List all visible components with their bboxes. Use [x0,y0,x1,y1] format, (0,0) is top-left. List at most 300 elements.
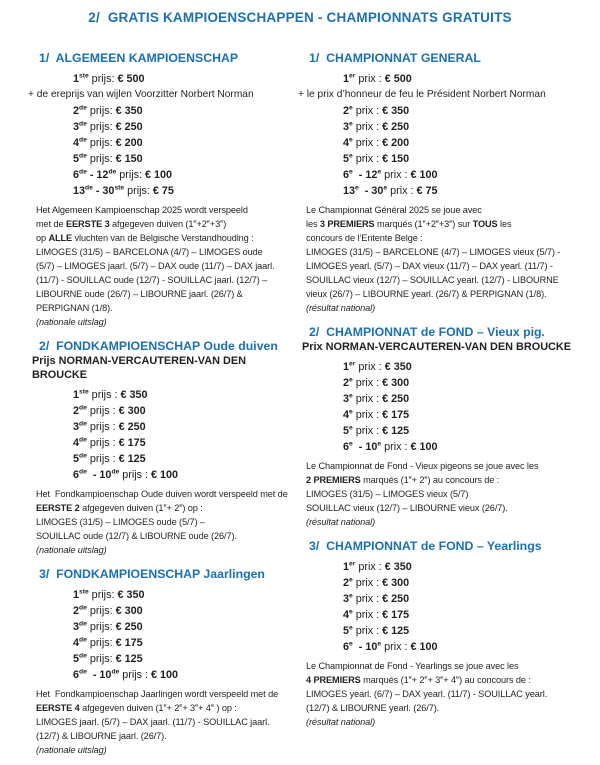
emphasis-text: EERSTE 3 [65,219,110,229]
emphasis-text: € 300 [115,605,143,617]
prize-line [73,167,302,183]
emphasis-text: e [377,440,382,448]
emphasis-text: de [79,436,87,444]
text-run: prijs : [119,469,152,481]
emphasis-text: de [79,668,87,676]
text-run: Het Algemeen Kampioenschap 2025 wordt verspeeld [36,205,248,215]
emphasis-text: € 100 [410,169,438,181]
text-run: e [179,702,183,709]
italic-note-text: (nationale uitslag) [36,745,107,755]
emphasis-text: 2 [73,605,80,617]
emphasis-text: € 175 [382,409,410,421]
emphasis-text: e [377,168,382,176]
text-run: prijs: [86,637,116,649]
emphasis-text: - 10 [352,441,378,453]
honour-prize-note [28,87,302,103]
text-run: e [193,218,197,225]
text-run: prix : [352,577,383,589]
emphasis-text: EERSTE 2 [36,503,80,513]
text-run: vieux (26/7) – LIBOURNE yearl. (26/7) & PERPIGNAN (1/8). [306,289,547,299]
emphasis-text: 5 [343,153,350,165]
emphasis-text: € 250 [382,393,410,405]
emphasis-text: e [349,440,353,448]
text-run: PERPIGNAN (1/8). [36,303,113,313]
emphasis-text: € 125 [115,653,143,665]
text-run: prix : [355,361,385,373]
text-run: prix : [355,561,385,573]
text-run: e [456,674,460,681]
text-run: SOUILLAC oude (12/7) & LIBOURNE oude (26/7). [36,531,237,541]
prize-line [73,403,302,419]
emphasis-text: 4 [343,409,350,421]
emphasis-text: 4 [343,609,350,621]
prize-line [343,559,580,575]
text-run: LIMOGES yearl. (5/7) – DAX vieux (11/7) – DAX yearl. (11/7) - [306,261,553,271]
section-heading: 1/ CHAMPIONNAT GENERAL [309,51,481,65]
honour-prize-note [298,87,580,103]
emphasis-text: - 30 [92,185,115,197]
text-run: prijs: [88,73,118,85]
prize-line [343,71,580,87]
prize-line [343,151,580,167]
prize-line [343,607,580,623]
prize-line [73,103,302,119]
prize-line [73,451,302,467]
emphasis-text: € 150 [115,153,143,165]
section-rules-paragraph [36,203,302,329]
emphasis-text: 5 [73,653,80,665]
emphasis-text: e [349,408,353,416]
text-run: afgegeven duiven (1 [79,503,164,513]
emphasis-text: 5 [343,425,350,437]
section-heading: 2/ FONDKAMPIOENSCHAP Oude duiven [39,339,278,353]
emphasis-text: 6 [343,169,350,181]
emphasis-text: € 125 [382,425,410,437]
section-french-3 [302,539,580,729]
emphasis-text: - 10 [86,669,112,681]
prize-line [343,359,580,375]
prize-line [343,575,580,591]
emphasis-text: € 250 [382,593,410,605]
emphasis-text: e [349,592,353,600]
text-run: prix : [352,625,383,637]
prize-list [302,559,580,655]
emphasis-text: € 350 [120,389,148,401]
emphasis-text: - 10 [352,641,378,653]
text-run: prix : [387,185,417,197]
emphasis-text: 3 [73,421,80,433]
text-run: ) op : [182,503,203,513]
text-run: + 3 [427,675,441,685]
emphasis-text: € 300 [382,577,410,589]
emphasis-text: de [79,452,87,460]
emphasis-text: - 30 [358,185,384,197]
document-page [0,9,600,757]
emphasis-text: 13 [73,185,86,197]
text-run: prix : [352,137,383,149]
text-run: prix : [352,609,383,621]
text-run: LIMOGES (31/5) – BARCELONE (4/7) – LIMOGES vieux (5/7) - [306,247,561,257]
text-run: prix : [352,121,383,133]
text-run: prijs: [124,185,153,197]
text-run: LIBOURNE oude (26/7) – LIBOURNE jaarl. (26/7) & [36,289,243,299]
text-run: +3 [438,219,450,229]
emphasis-text: € 300 [118,405,146,417]
emphasis-text: e [377,640,382,648]
prize-line [73,151,302,167]
text-run: (12/7) & LIBOURNE jaarl. (26/7). [36,731,167,741]
emphasis-text: e [355,184,359,192]
section-dutch-2 [32,339,302,557]
text-run: les [497,219,512,229]
emphasis-text: € 200 [115,137,143,149]
emphasis-text: € 150 [382,153,410,165]
emphasis-text: de [111,668,120,676]
emphasis-text: de [79,620,87,628]
emphasis-text: - 12 [352,169,378,181]
prize-line [73,635,302,651]
emphasis-text: de [79,636,87,644]
emphasis-text: € 350 [115,105,143,117]
text-run: prijs : [88,389,121,401]
text-run: prix : [352,425,383,437]
emphasis-text: de [79,136,87,144]
column-french [298,27,580,757]
text-run: Le Championnat Général 2025 se joue avec [306,205,482,215]
text-run: +2 [425,219,436,229]
text-run: ) au concours de : [427,475,500,485]
emphasis-text: € 250 [115,621,143,633]
text-run: prijs: [86,653,116,665]
emphasis-text: € 250 [382,121,410,133]
text-run: SOUILLAC vieux (12/7) – LIBOURNE vieux (26/7). [306,503,508,513]
emphasis-text: e [349,120,353,128]
text-run: prijs: [86,121,116,133]
text-run: les [306,219,320,229]
section-rules-paragraph [36,687,302,757]
text-run: marqués (1 [374,219,423,229]
section-rules-paragraph [306,459,580,529]
emphasis-text: de [85,184,93,192]
emphasis-text: 4 [73,637,80,649]
italic-note-text: (nationale uitslag) [36,545,107,555]
emphasis-text: 2 [73,405,80,417]
text-run: + 2 [411,675,425,685]
prize-line [343,375,580,391]
text-run: e [435,218,439,225]
prize-line [73,435,302,451]
emphasis-text: e [349,152,353,160]
emphasis-text: € 350 [117,589,145,601]
emphasis-text: de [111,468,120,476]
prize-line [73,387,302,403]
text-run: Het Fondkampioenschap Oude duiven wordt verspeeld met de [36,489,288,499]
prize-line [73,467,302,483]
emphasis-text: 6 [73,469,80,481]
prize-line [73,419,302,435]
emphasis-text: € 125 [118,453,146,465]
text-run: LIMOGES (31/5) – LIMOGES oude (5/7) – [36,517,205,527]
text-run: LIMOGES (31/5) – BARCELONA (4/7) – LIMOGES oude [36,247,263,257]
text-run: + 2 [166,503,180,513]
text-run: prijs: [88,589,118,601]
emphasis-text: € 350 [382,105,410,117]
prize-list [28,71,302,199]
emphasis-text: e [349,104,353,112]
emphasis-text: 3 PREMIERS [319,219,375,229]
prize-line [73,119,302,135]
emphasis-text: 1 [73,73,80,85]
text-run: Le Championnat de Fond - Vieux pigeons se joue avec les [306,461,539,471]
emphasis-text: e [349,168,353,176]
prize-line [73,619,302,635]
emphasis-text: 1 [73,589,80,601]
emphasis-text: 1 [343,73,350,85]
text-run: met de [36,219,66,229]
text-run: prijs: [86,137,116,149]
emphasis-text: € 250 [118,421,146,433]
text-run: + 4 [443,675,457,685]
emphasis-text: 6 [73,169,80,181]
emphasis-text: € 350 [384,361,412,373]
emphasis-text: e [349,392,353,400]
prize-list [32,387,302,483]
emphasis-text: 4 [343,137,350,149]
emphasis-text: de [108,168,117,176]
emphasis-text: € 125 [382,625,410,637]
emphasis-text: € 100 [151,469,179,481]
prize-line [343,135,580,151]
text-run: LIMOGES jaarl. (5/7) – DAX jaarl. (11/7) - SOUILLAC jaarl. [36,717,270,727]
emphasis-text: 3 [73,621,80,633]
text-run: prijs : [119,669,152,681]
text-run: afgegeven duiven (1 [109,219,194,229]
text-run: marqués (1 [360,475,409,485]
text-run: prijs: [116,169,146,181]
text-run: e [195,702,199,709]
emphasis-text: € 100 [145,169,173,181]
emphasis-text: € 100 [410,441,438,453]
text-run: e [408,674,412,681]
emphasis-text: de [79,120,87,128]
emphasis-text: 2 [343,577,350,589]
page-title: 2/ GRATIS KAMPIOENSCHAPPEN - CHAMPIONNATS GRATUITS [88,10,512,25]
italic-note-text: (résultat national) [306,717,376,727]
emphasis-text: € 75 [152,185,174,197]
emphasis-text: 5 [73,153,80,165]
text-run: SOUILLAC vieux (12/7) – SOUILLAC yearl. (12/7) - LIBOURNE [306,275,559,285]
italic-note-text: (résultat national) [306,517,376,527]
prize-line [343,591,580,607]
emphasis-text: de [79,104,87,112]
emphasis-text: 13 [343,185,356,197]
text-run: (5/7) – LIMOGES jaarl. (5/7) – DAX oude (11/7) – DAX jaarl. [36,261,275,271]
emphasis-text: € 500 [117,73,145,85]
section-dutch-1 [28,51,302,329]
prize-list [298,71,580,199]
emphasis-text: e [349,624,353,632]
emphasis-text: 6 [343,641,350,653]
italic-note-text: (nationale uitslag) [36,317,107,327]
section-heading: 3/ FONDKAMPIOENSCHAP Jaarlingen [39,567,265,581]
prize-line [73,71,302,87]
emphasis-text: 3 [343,393,350,405]
prize-list [32,587,302,683]
emphasis-text: 1 [73,389,80,401]
prize-line [343,423,580,439]
emphasis-text: de [79,652,87,660]
text-run: prix : [352,377,383,389]
emphasis-text: 2 [73,105,80,117]
text-run: ) op : [213,703,237,713]
prize-line [73,603,302,619]
emphasis-text: € 175 [382,609,410,621]
emphasis-text: TOUS [472,219,498,229]
text-run: prix : [381,641,411,653]
emphasis-text: € 300 [382,377,410,389]
italic-note-text: (résultat national) [306,303,376,313]
prize-line [343,183,580,199]
section-heading: 1/ ALGEMEEN KAMPIOENSCHAP [39,51,239,65]
emphasis-text: € 75 [416,185,438,197]
text-run: e [163,702,167,709]
emphasis-text: de [79,420,87,428]
emphasis-text: € 500 [384,73,412,85]
text-run: vluchten van de Belgische Verstandhouding : [72,233,254,243]
text-run: e [206,218,210,225]
text-run: prijs: [86,605,116,617]
emphasis-text: de [79,604,87,612]
emphasis-text: € 350 [384,561,412,573]
text-run: e [179,502,183,509]
prize-line [73,183,302,199]
section-rules-paragraph [36,487,302,557]
emphasis-text: € 200 [382,137,410,149]
emphasis-text: EERSTE 4 [36,703,80,713]
section-heading: 2/ CHAMPIONNAT de FOND – Vieux pig. [309,325,545,339]
text-run: + 3 [182,703,196,713]
prize-line [343,103,580,119]
text-run: prix : [381,169,411,181]
emphasis-text: e [349,608,353,616]
emphasis-text: de [79,168,87,176]
prize-line [73,651,302,667]
emphasis-text: e [349,576,353,584]
emphasis-text: e [383,184,388,192]
text-run: Le Championnat de Fond - Yearlings se joue avec les [306,661,519,671]
emphasis-text: ste [114,184,125,192]
emphasis-text: ste [79,388,89,396]
emphasis-text: 6 [343,441,350,453]
text-run: +3 [209,219,221,229]
text-run: prix : [381,441,411,453]
emphasis-text: € 175 [115,637,143,649]
prize-line [343,623,580,639]
text-run: e [424,674,428,681]
section-french-2 [302,325,580,529]
emphasis-text: 5 [73,453,80,465]
section-subheading: Prijs NORMAN-VERCAUTEREN-VAN DEN BROUCKE [32,355,250,381]
text-run: e [408,474,412,481]
text-run: e [163,502,167,509]
emphasis-text: 5 [343,625,350,637]
emphasis-text: 4 [73,437,80,449]
text-run: prix : [352,593,383,605]
text-run: + le prix d’honneur de feu le Président Norbert Norman [298,89,546,100]
emphasis-text: 2 PREMIERS [306,475,361,485]
text-run: op [36,233,49,243]
emphasis-text: 6 [73,669,80,681]
text-run: prijs : [86,421,119,433]
section-heading: 3/ CHAMPIONNAT de FOND – Yearlings [309,539,542,553]
text-run: + 4 [198,703,211,713]
emphasis-text: - 12 [86,169,109,181]
two-column-layout [0,27,600,757]
text-run: LIMOGES (31/5) – LIMOGES vieux (5/7) [306,489,469,499]
emphasis-text: ste [79,72,89,80]
text-run: e [424,474,428,481]
emphasis-text: 2 [343,377,350,389]
prize-line [73,587,302,603]
text-run: prijs : [86,405,119,417]
text-run: prix : [352,409,383,421]
section-rules-paragraph [306,659,580,729]
emphasis-text: de [79,152,87,160]
prize-line [343,391,580,407]
emphasis-text: 1 [343,361,350,373]
text-run: prix : [352,153,383,165]
section-french-1 [298,51,580,315]
text-run: +2 [196,219,207,229]
text-run: e [449,218,453,225]
text-run: + 2 [166,703,180,713]
text-run: e [422,218,426,225]
emphasis-text: 4 PREMIERS [306,675,361,685]
emphasis-text: 3 [73,121,80,133]
prize-line [73,667,302,683]
text-run: e [210,702,214,709]
text-run: + 2 [411,475,425,485]
text-run: prijs : [86,437,119,449]
text-run: prix : [355,73,385,85]
text-run: prijs: [86,621,116,633]
emphasis-text: 2 [343,105,350,117]
text-run: ) [223,219,227,229]
emphasis-text: 3 [343,121,350,133]
text-run: prix : [352,105,383,117]
text-run: prix : [352,393,383,405]
emphasis-text: 1 [343,561,350,573]
emphasis-text: e [349,640,353,648]
prize-line [343,407,580,423]
emphasis-text: e [349,136,353,144]
text-run: Het Fondkampioenschap Jaarlingen wordt verspeeld met de [36,689,279,699]
emphasis-text: e [349,424,353,432]
text-run: (11/7) - SOUILLAC oude (12/7) - SOUILLAC jaarl. (12/7) – [36,275,268,285]
emphasis-text: € 175 [118,437,146,449]
emphasis-text: 4 [73,137,80,149]
text-run: marqués (1 [360,675,409,685]
prize-line [73,135,302,151]
text-run: afgegeven duiven (1 [79,703,164,713]
prize-list [302,359,580,455]
prize-line [343,167,580,183]
emphasis-text: er [349,360,356,368]
emphasis-text: 3 [343,593,350,605]
emphasis-text: € 100 [151,669,179,681]
text-run: ) au concours de : [459,675,531,685]
text-run: ) sur [452,219,473,229]
